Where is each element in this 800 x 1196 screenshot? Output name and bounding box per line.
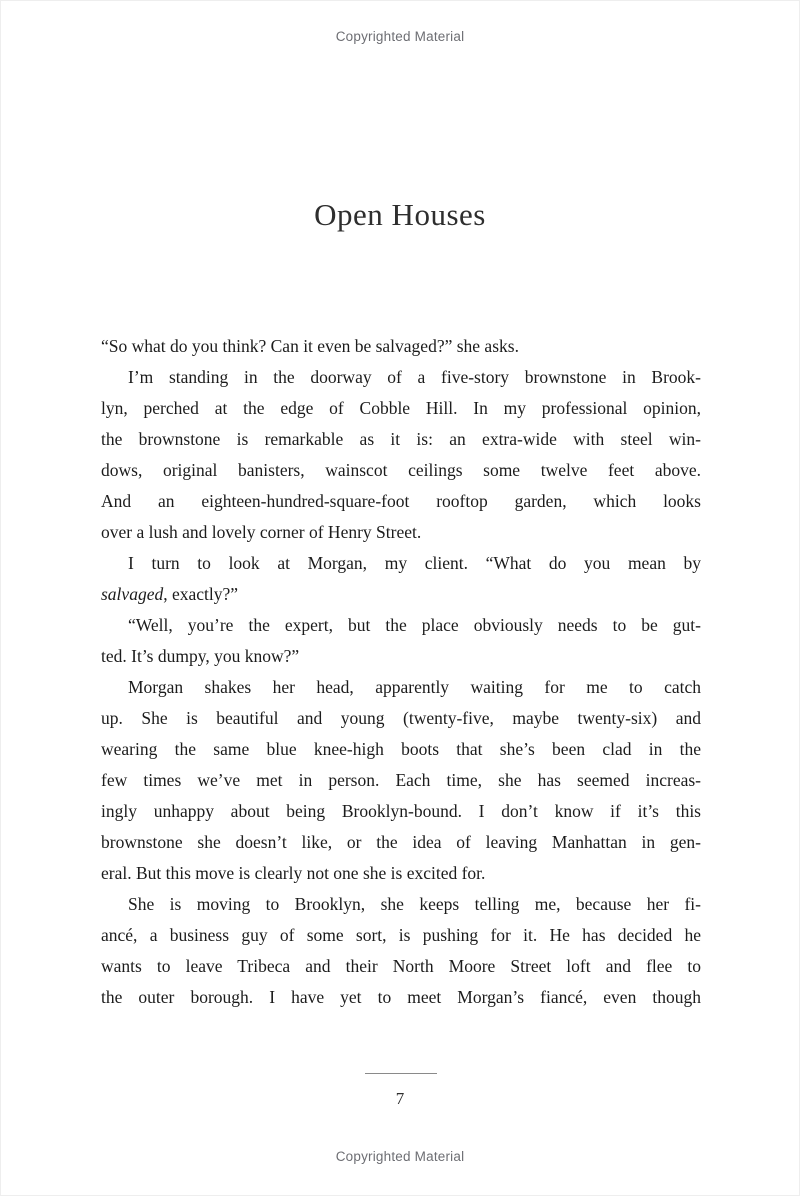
text-line: Morgan shakes her head, apparently waiting for me to catch <box>128 677 701 697</box>
text-line: I turn to look at Morgan, my client. “What do you mean by <box>128 553 701 573</box>
text-line: I’m standing in the doorway of a five-story brownstone in Brook- <box>128 367 701 387</box>
text-line: up. She is beautiful and young (twenty-five, maybe twenty-six) and <box>101 708 701 728</box>
text-line: eral. But this move is clearly not one she is excited for. <box>101 863 486 883</box>
text-line: She is moving to Brooklyn, she keeps telling me, because her fi- <box>128 894 701 914</box>
text-line: the outer borough. I have yet to meet Morgan’s fiancé, even though <box>101 987 701 1007</box>
text-line: lyn, perched at the edge of Cobble Hill. In my professional opinion, <box>101 398 701 418</box>
text-line: salvaged, exactly?” <box>101 584 239 604</box>
footer-rule <box>365 1073 437 1074</box>
text-line: wants to leave Tribeca and their North Moore Street loft and flee to <box>101 956 701 976</box>
text-line: the brownstone is remarkable as it is: an extra-wide with steel win- <box>101 429 701 449</box>
text-line: And an eighteen-hundred-square-foot rooftop garden, which looks <box>101 491 701 511</box>
paragraph <box>101 331 701 362</box>
paragraph <box>101 548 701 610</box>
text-line: ted. It’s dumpy, you know?” <box>101 646 300 666</box>
copyright-notice-bottom: Copyrighted Material <box>335 1149 465 1164</box>
page-number: 7 <box>395 1089 405 1108</box>
text-line: “So what do you think? Can it even be salvaged?” she asks. <box>101 336 519 356</box>
text-line: wearing the same blue knee-high boots that she’s been clad in the <box>101 739 701 759</box>
text-line: dows, original banisters, wainscot ceilings some twelve feet above. <box>101 460 701 480</box>
text-line: ingly unhappy about being Brooklyn-bound. I don’t know if it’s this <box>101 801 701 821</box>
text-line: brownstone she doesn’t like, or the idea of leaving Manhattan in gen- <box>101 832 701 852</box>
body-text <box>101 331 701 1013</box>
paragraph <box>101 889 701 1013</box>
paragraph <box>101 362 701 548</box>
paragraph <box>101 672 701 889</box>
text-line: over a lush and lovely corner of Henry Street. <box>101 522 422 542</box>
text-line: few times we’ve met in person. Each time, she has seemed increas- <box>101 770 701 790</box>
chapter-title: Open Houses <box>314 197 486 232</box>
copyright-notice-top: Copyrighted Material <box>335 29 465 44</box>
paragraph <box>101 610 701 672</box>
text-line: ancé, a business guy of some sort, is pushing for it. He has decided he <box>101 925 701 945</box>
text-line: “Well, you’re the expert, but the place obviously needs to be gut- <box>128 615 701 635</box>
